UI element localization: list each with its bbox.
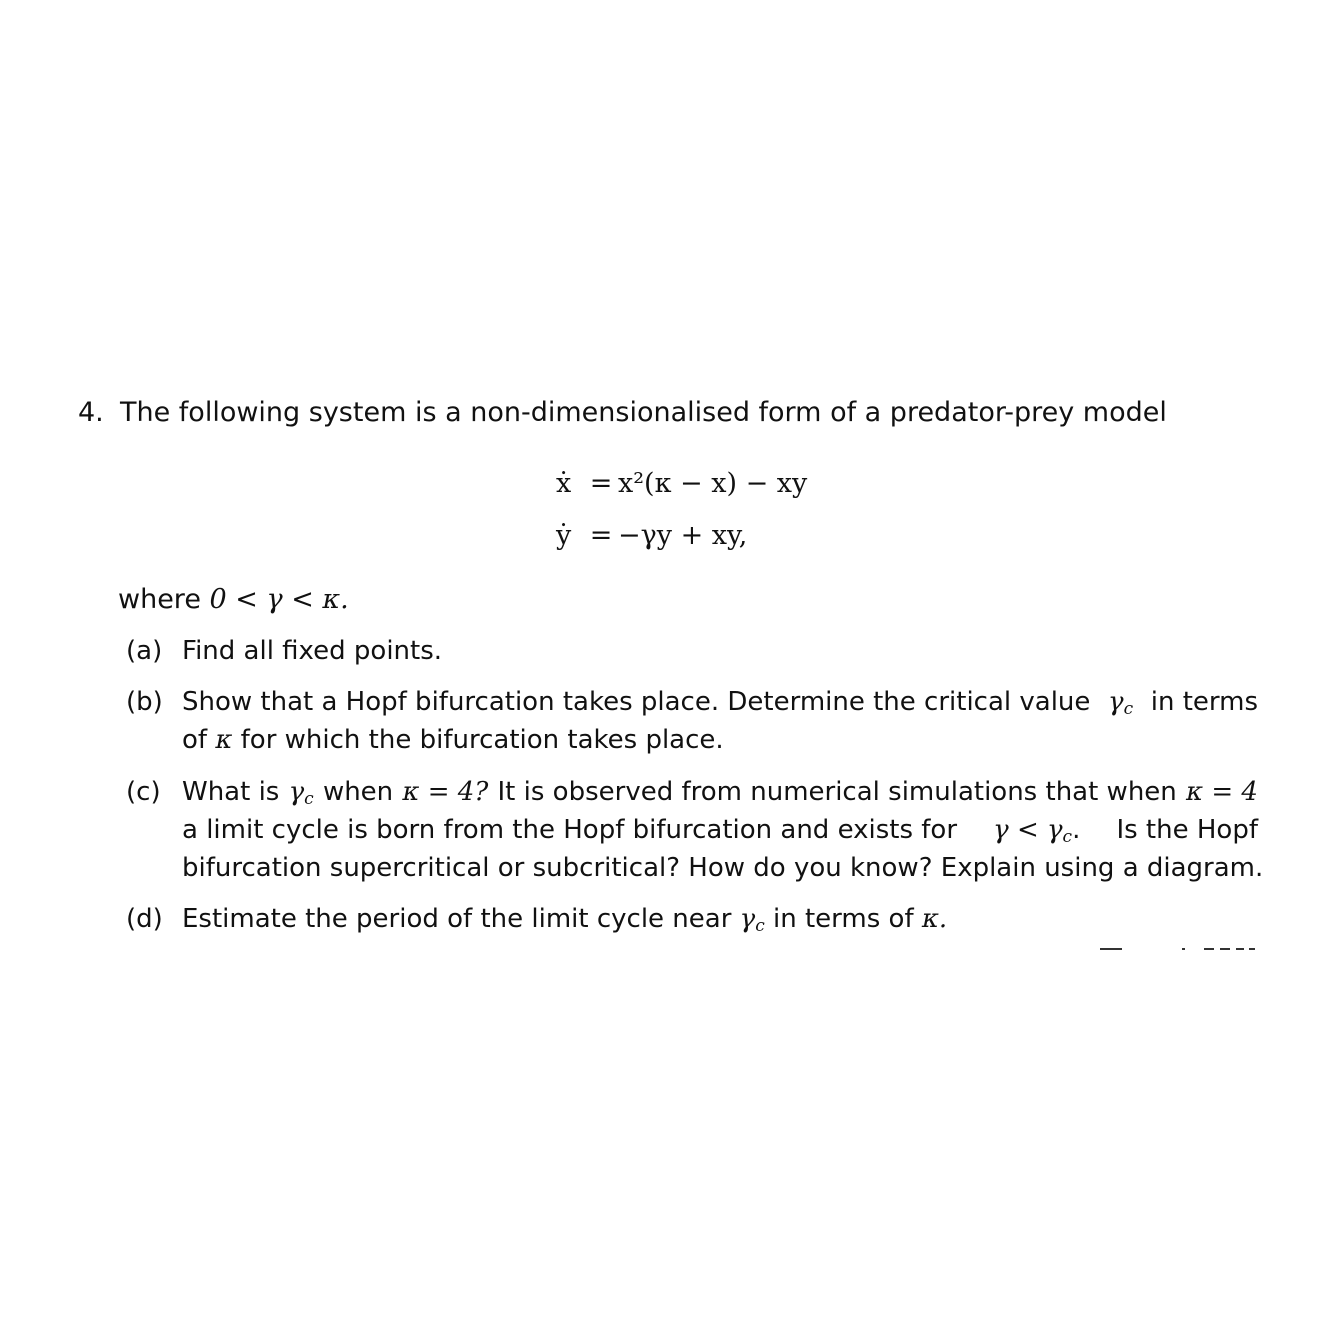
part-a-label: (a) (126, 636, 163, 666)
part-c-label: (c) (126, 777, 161, 807)
equals-sign: = (589, 520, 613, 551)
part-b-line-1 (182, 683, 1258, 721)
scan-artifact-dash (1182, 948, 1185, 950)
equation-x-dot (556, 465, 807, 503)
equation-y-rhs: −γy + xy, (618, 520, 748, 551)
kappa-equals-4: κ = 4 (1186, 777, 1258, 807)
part-b-text: in terms (1150, 687, 1258, 717)
part-c-line-2 (182, 811, 1258, 849)
scan-artifact-dash (1236, 948, 1244, 950)
gamma-c-base: γ (739, 904, 756, 934)
where-math: 0 < γ < κ. (209, 584, 349, 615)
kappa-symbol: κ. (921, 904, 948, 934)
gamma-c-symbol (289, 773, 314, 811)
question-intro (78, 394, 1258, 432)
part-d-text: in terms of (773, 904, 914, 934)
part-a-text: Find all fixed points. (182, 636, 443, 666)
part-b-text: for which the bifurcation takes place. (240, 725, 724, 755)
gamma-c-symbol (740, 904, 765, 934)
part-a (126, 632, 1258, 670)
part-c (126, 773, 1264, 887)
scan-artifact-dash (1249, 948, 1255, 950)
part-b-text: of (182, 725, 208, 755)
part-c-text: What is (182, 777, 280, 807)
where-text: where (118, 584, 201, 615)
gamma-less-than-gamma-c: $\gamma < \gamma_c$. (993, 815, 1081, 847)
question-intro-text: The following system is a non-dimensionalised form of a predator-prey model (120, 397, 1167, 428)
gamma-c-subscript: c (1123, 699, 1134, 719)
part-d-line-1 (182, 900, 1258, 938)
part-d (126, 900, 1258, 938)
equation-y-dot (556, 517, 747, 555)
equation-x-lhs: ẋ (556, 468, 572, 499)
part-c-text: It is observed from numerical simulations that when (497, 777, 1177, 807)
question-number: 4. (78, 397, 104, 428)
parameter-condition (118, 581, 349, 619)
scan-artifact-dash (1100, 948, 1122, 950)
kappa-symbol: κ (215, 725, 233, 755)
equation-x-rhs: x²(κ − x) − xy (618, 468, 808, 499)
kappa-equals-4: κ = 4? (402, 777, 489, 807)
gamma-c-base: γ (1047, 815, 1063, 845)
gamma-c-subscript: c (1062, 827, 1073, 847)
part-b-label: (b) (126, 687, 163, 717)
part-d-text: Estimate the period of the limit cycle near (182, 904, 732, 934)
gamma-c-subscript: c (304, 789, 314, 809)
gamma-c-symbol (1108, 683, 1133, 721)
part-c-text: a limit cycle is born from the Hopf bifurcation and exists for (182, 815, 958, 845)
scan-artifact-dash (1204, 948, 1214, 950)
part-c-text: Is the Hopf (1116, 815, 1258, 845)
part-c-line-3: bifurcation supercritical or subcritical? How do you know? Explain using a diagram. (182, 853, 1264, 883)
part-c-line-1 (182, 773, 1258, 811)
part-b (126, 683, 1258, 759)
scan-artifact-dash (1220, 948, 1230, 950)
equation-y-lhs: ẏ (556, 520, 572, 551)
gamma-c-base: γ (288, 777, 305, 807)
equals-sign: = (589, 468, 613, 499)
part-d-label: (d) (126, 904, 163, 934)
gamma-c-base: γ (1108, 687, 1124, 717)
part-c-text: when (322, 777, 394, 807)
part-b-text: Show that a Hopf bifurcation takes place. Determine the critical value (182, 687, 1091, 717)
part-b-line-2 (182, 721, 1258, 759)
gamma-c-subscript: c (755, 916, 765, 936)
gamma-lt: γ < (993, 815, 1039, 845)
